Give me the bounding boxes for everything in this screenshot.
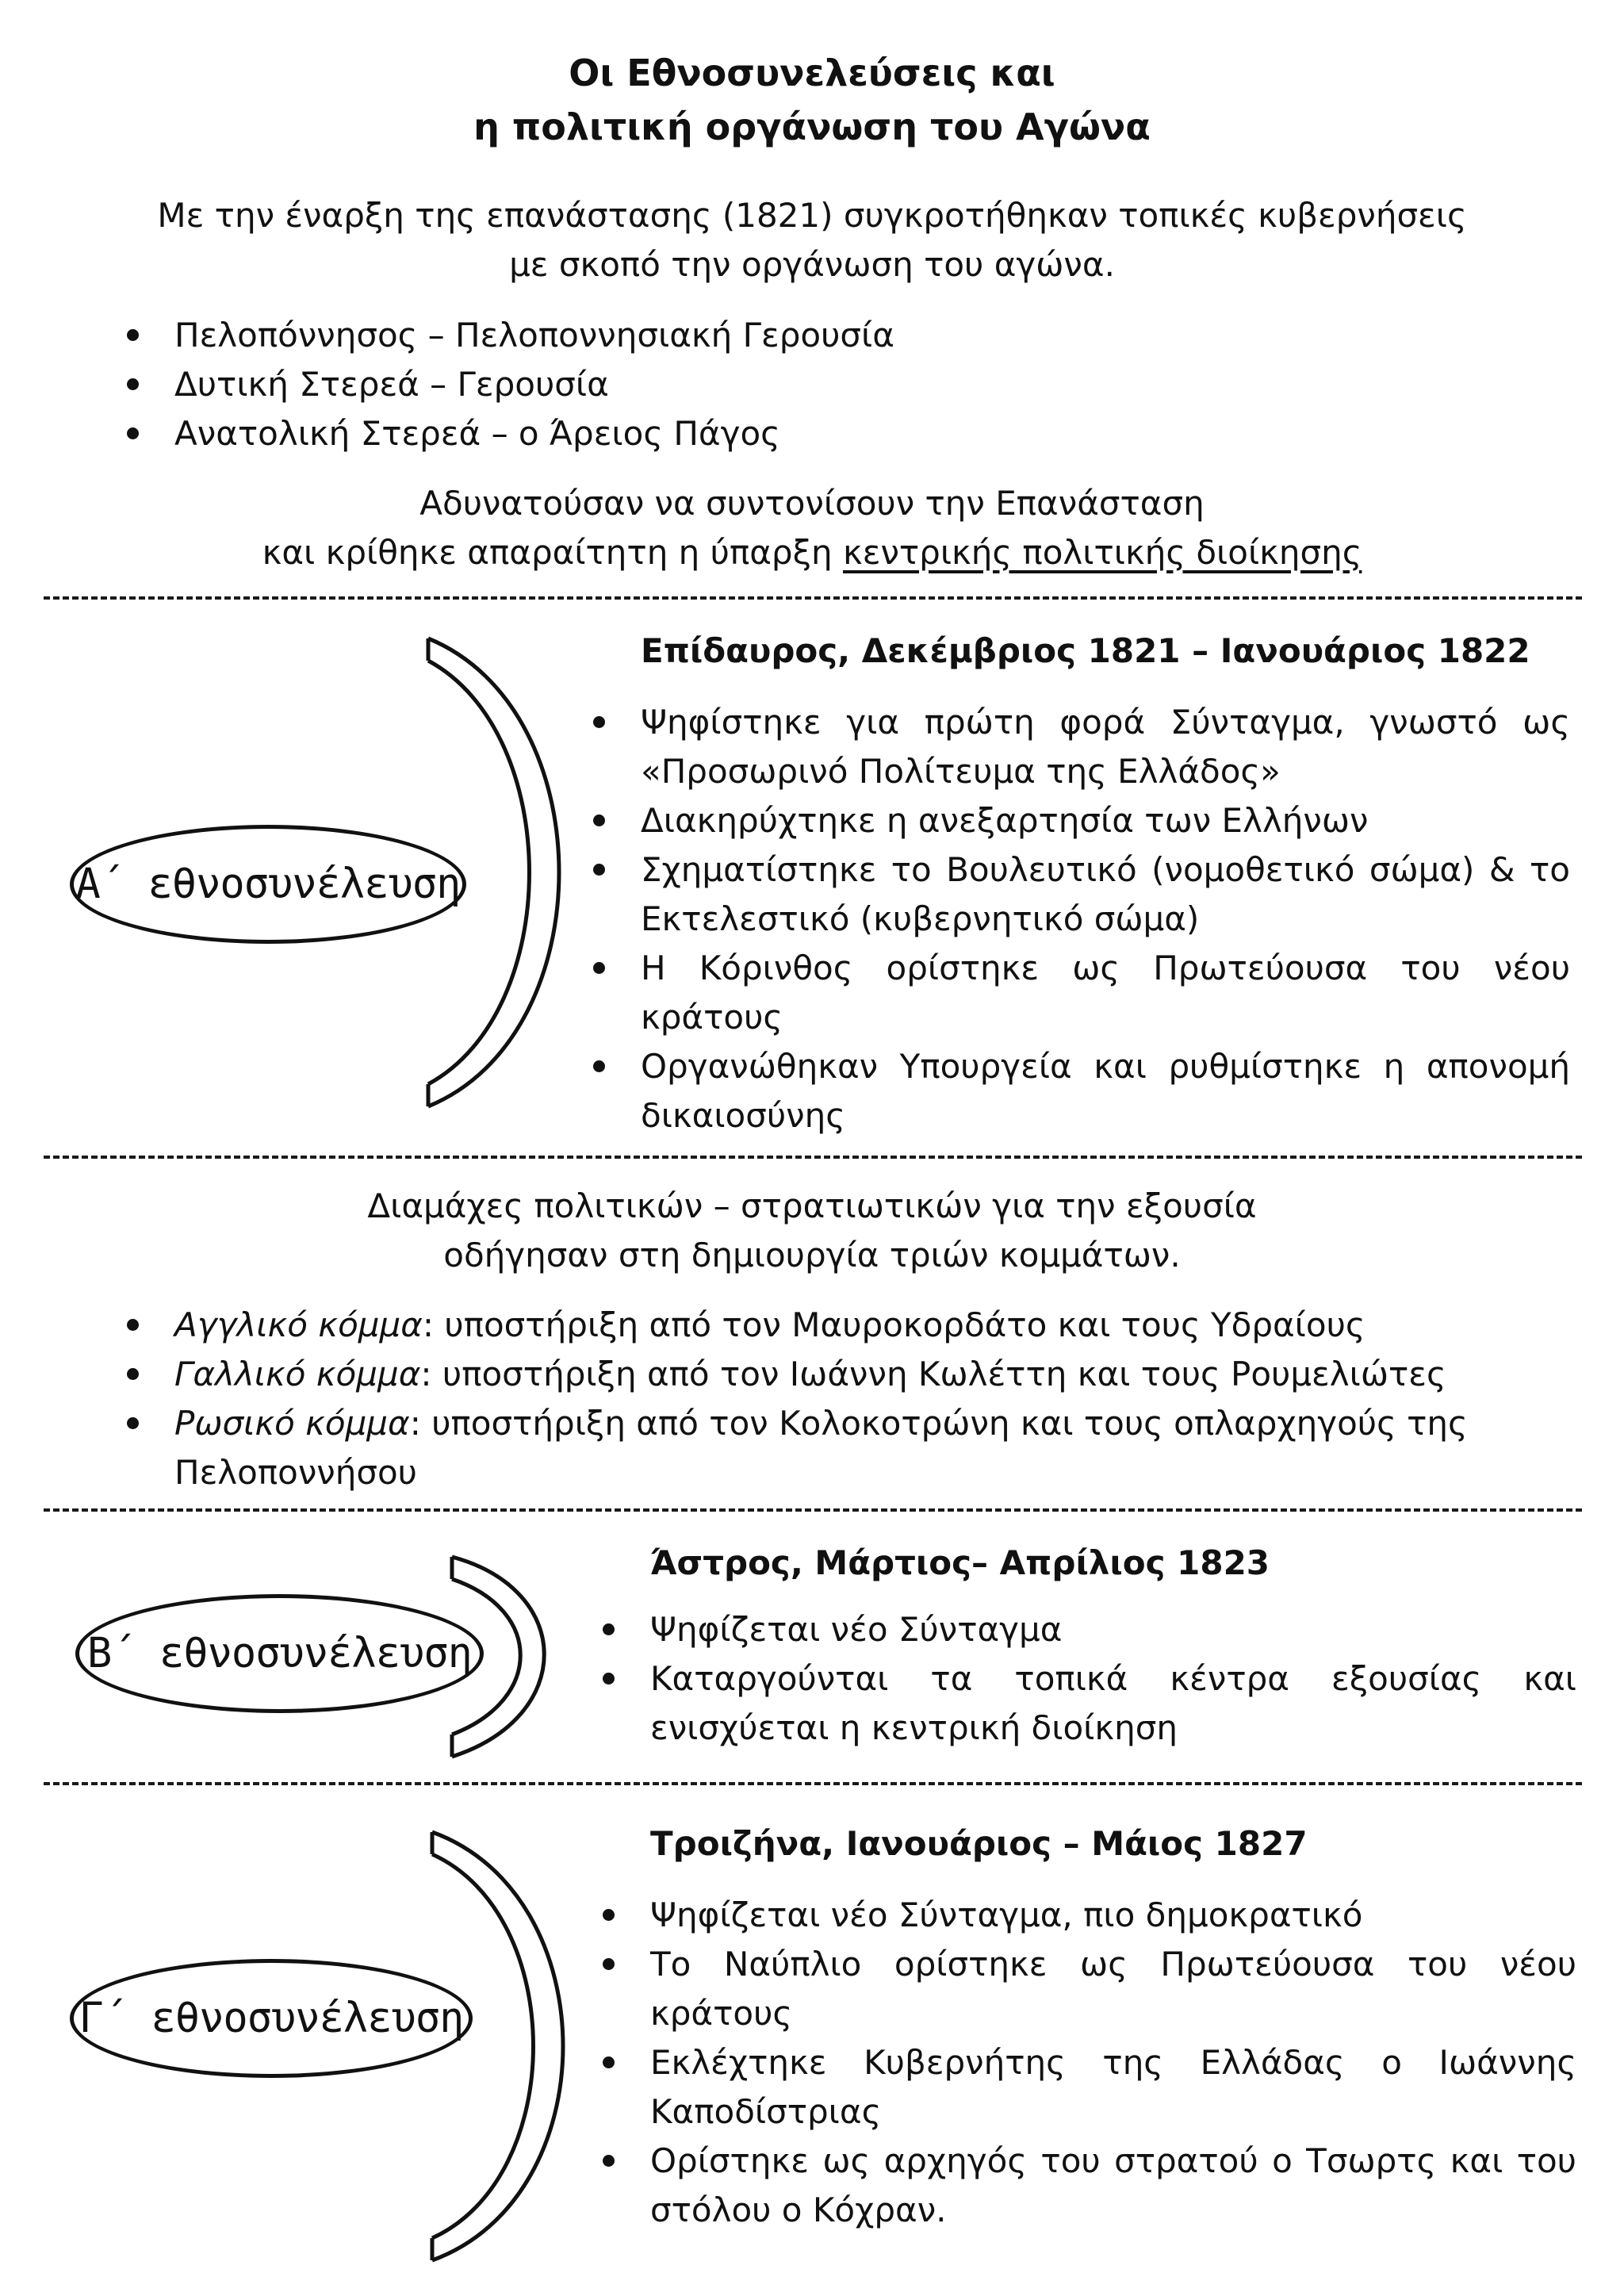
- assembly-b-list: [603, 1605, 1576, 1753]
- list-item: Ψηφίστηκε για πρώτη φορά Σύνταγμα, γνωστό ως «Προσωρινό Πολίτευμα της Ελλάδος»: [593, 698, 1570, 796]
- list-item: Οργανώθηκαν Υπουργεία και ρυθμίστηκε η απονομή δικαιοσύνης: [593, 1042, 1570, 1140]
- assembly-b-label: Β΄ εθνοσυνέλευση: [75, 1594, 484, 1713]
- list-item: Ανατολική Στερεά – ο Άρειος Πάγος: [127, 409, 1554, 458]
- assembly-b-bracket: [444, 1543, 571, 1780]
- assembly-a-list: [593, 698, 1570, 1140]
- assembly-a-label: Α΄ εθνοσυνέλευση: [70, 825, 466, 944]
- list-item: Ψηφίζεται νέο Σύνταγμα, πιο δημοκρατικό: [603, 1891, 1576, 1940]
- party-name: Αγγλικό κόμμα: [174, 1305, 423, 1344]
- list-item: Ψηφίζεται νέο Σύνταγμα: [603, 1605, 1576, 1654]
- party-text: : υποστήριξη από τον Κολοκοτρώνη και τους οπλαρχηγούς της Πελοποννήσου: [174, 1404, 1468, 1492]
- assembly-c-bracket: [424, 1816, 583, 2276]
- section-divider: [44, 596, 1582, 600]
- section-divider: [44, 1782, 1582, 1785]
- section-divider: [44, 1156, 1582, 1159]
- party-text: : υποστήριξη από τον Ιωάννη Κωλέττη και τους Ρουμελιώτες: [420, 1355, 1446, 1393]
- conclusion-text: και κρίθηκε απαραίτητη η ύπαρξη: [262, 533, 843, 572]
- assembly-c-list: [603, 1891, 1576, 2235]
- list-item: Η Κόρινθος ορίστηκε ως Πρωτεύουσα του νέου κράτους: [593, 944, 1570, 1042]
- page-title-line2: η πολιτική οργάνωση του Αγώνα: [473, 105, 1151, 148]
- list-item: [127, 1399, 1586, 1497]
- intro-line2: με σκοπό την οργάνωση του αγώνα.: [509, 245, 1115, 284]
- local-governments-list: [127, 311, 1554, 458]
- section-divider: [44, 1508, 1582, 1512]
- assembly-b-heading: Άστρος, Μάρτιος– Απρίλιος 1823: [650, 1543, 1270, 1582]
- list-item: Ορίστηκε ως αρχηγός του στρατού ο Τσωρτς και του στόλου ο Κόχραν.: [603, 2137, 1576, 2235]
- list-item: Δυτική Στερεά – Γερουσία: [127, 360, 1554, 409]
- conclusion-line2: [0, 528, 1624, 577]
- conflicts-line2: οδήγησαν στη δημιουργία τριών κομμάτων.: [443, 1236, 1181, 1274]
- party-name: Ρωσικό κόμμα: [174, 1404, 410, 1443]
- parties-list: [127, 1301, 1586, 1497]
- conclusion-underlined: κεντρικής πολιτικής διοίκησης: [842, 533, 1362, 572]
- list-item: [127, 1301, 1586, 1350]
- assembly-c-heading: Τροιζήνα, Ιανουάριος – Μάιος 1827: [650, 1824, 1308, 1863]
- party-text: : υποστήριξη από τον Μαυροκορδάτο και τους Υδραίους: [422, 1305, 1365, 1344]
- list-item: Πελοπόννησος – Πελοποννησιακή Γερουσία: [127, 311, 1554, 360]
- list-item: [127, 1350, 1586, 1399]
- party-name: Γαλλικό κόμμα: [174, 1355, 421, 1393]
- list-item: Σχηματίστηκε το Βουλευτικό (νομοθετικό σώμα) & το Εκτελεστικό (κυβερνητικό σώμα): [593, 845, 1570, 944]
- conclusion-line1: Αδυνατούσαν να συντονίσουν την Επανάσταση: [419, 484, 1205, 523]
- list-item: Εκλέχτηκε Κυβερνήτης της Ελλάδας ο Ιωάννης Καποδίστριας: [603, 2038, 1576, 2137]
- assembly-a-heading: Επίδαυρος, Δεκέμβριος 1821 – Ιανουάριος 1822: [641, 631, 1530, 670]
- assembly-a-bracket: [420, 623, 579, 1122]
- list-item: Το Ναύπλιο ορίστηκε ως Πρωτεύουσα του νέου κράτους: [603, 1940, 1576, 2038]
- list-item: Καταργούνται τα τοπικά κέντρα εξουσίας και ενισχύεται η κεντρική διοίκηση: [603, 1654, 1576, 1753]
- assembly-c-label: Γ΄ εθνοσυνέλευση: [70, 1959, 473, 2078]
- list-item: Διακηρύχτηκε η ανεξαρτησία των Ελλήνων: [593, 796, 1570, 845]
- page-title-line1: Οι Εθνοσυνελεύσεις και: [569, 52, 1055, 94]
- conflicts-line1: Διαμάχες πολιτικών – στρατιωτικών για την εξουσία: [367, 1186, 1257, 1225]
- intro-line1: Με την έναρξη της επανάστασης (1821) συγκροτήθηκαν τοπικές κυβερνήσεις: [157, 196, 1467, 235]
